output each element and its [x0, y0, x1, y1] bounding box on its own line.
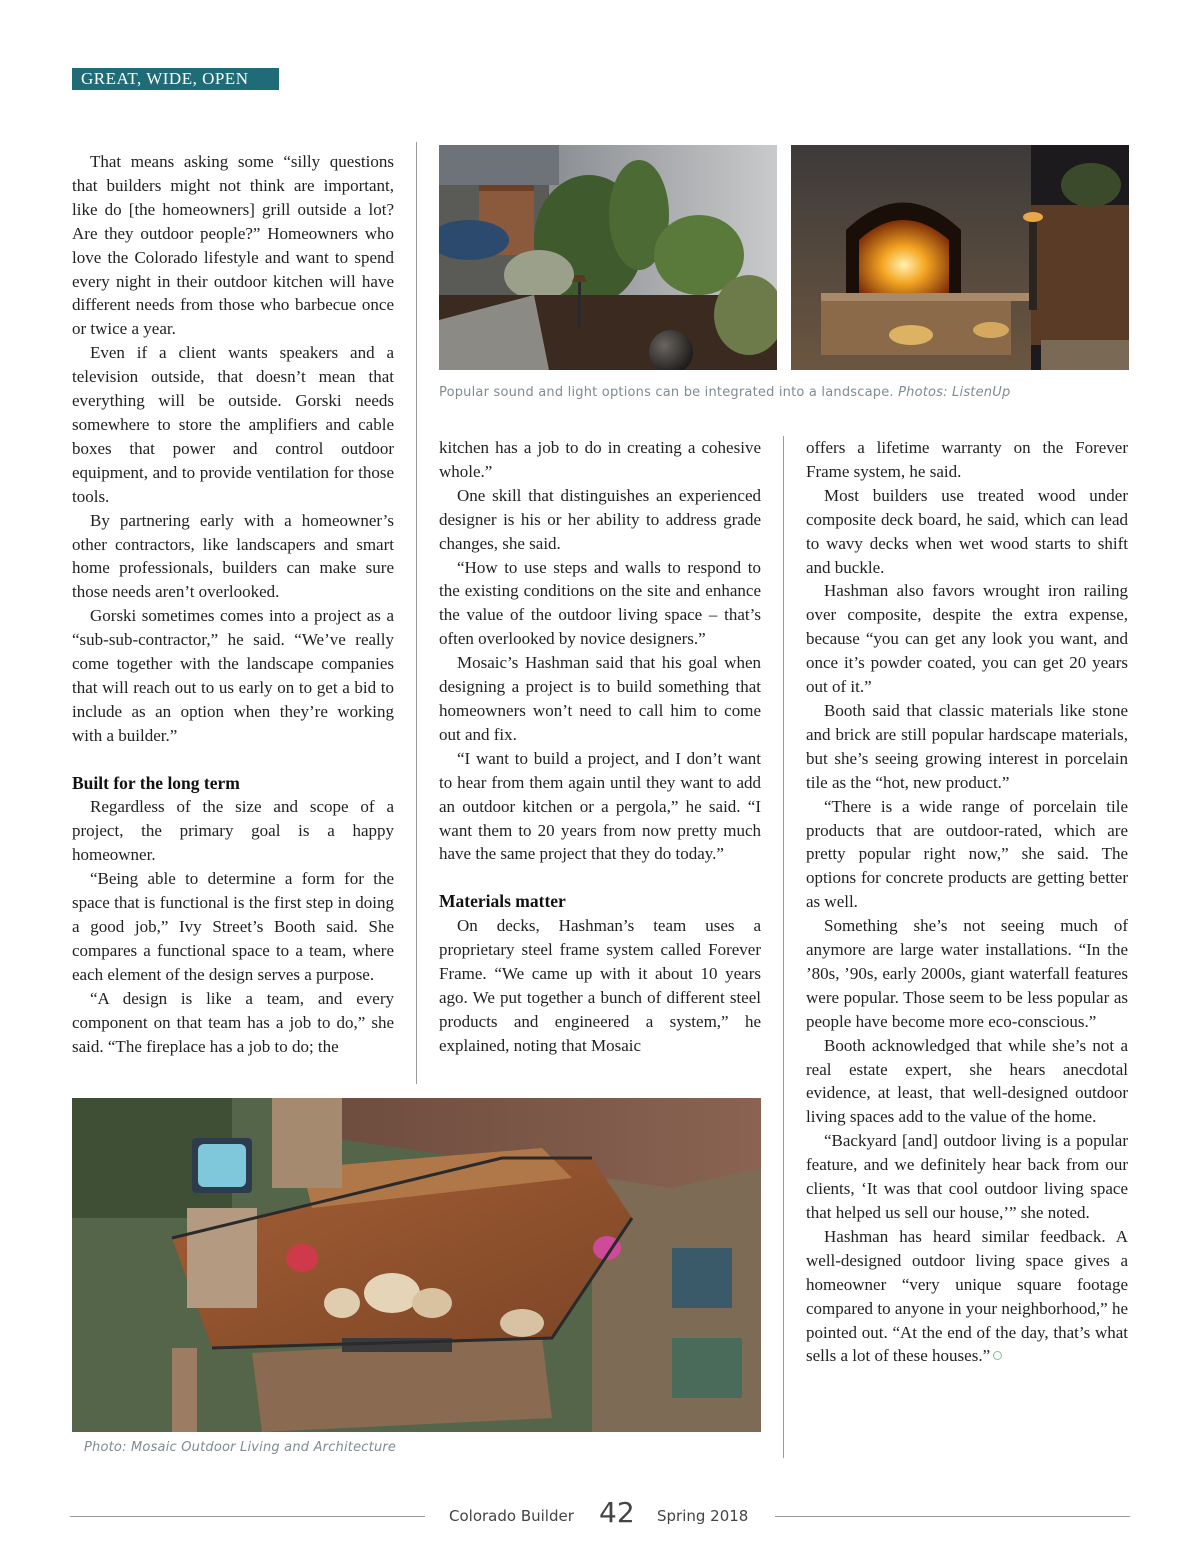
column-divider-2 — [783, 436, 784, 1458]
paragraph-text: Gorski sometimes comes into a project as a “sub-sub-contractor,” he said. “We’ve really come together with the landscape companies that will reach out to us early on to get a bid to include as an option when they’re working with a builder.” — [72, 606, 394, 745]
paragraph-text: “How to use steps and walls to respond to the existing conditions on the site and enhance the value of the outdoor living space – that’s often overlooked by novice designers.” — [439, 557, 761, 649]
article-paragraph — [439, 484, 761, 556]
section-heading — [72, 772, 394, 796]
article-paragraph — [72, 795, 394, 867]
article-paragraph — [806, 1225, 1128, 1368]
paragraph-text: Even if a client wants speakers and a television outside, that doesn’t mean that everything will be outside. Gorski needs somewhere to store the amplifiers and cable boxes that power and control outdoor equipment, and to provide ventilation for those tools. — [72, 343, 394, 506]
paragraph-text: offers a lifetime warranty on the Forever Frame system, he said. — [806, 438, 1128, 481]
paragraph-text: By partnering early with a homeowner’s other contractors, like landscapers and smart home professionals, builders can make sure those needs aren’t overlooked. — [72, 510, 394, 602]
article-paragraph — [72, 604, 394, 747]
landscape-speaker-photo — [439, 145, 777, 370]
article-paragraph — [72, 867, 394, 987]
page-number: 42 — [599, 1496, 635, 1529]
paragraph-text: That means asking some “silly questions that builders might not think are important, like do [the homeowners] grill outside a lot? Are they outdoor people?” Homeowners who love the Colorado lifestyle and want to spend every night in their outdoor kitchen will have different needs from those who barbecue once or twice a year. — [72, 152, 394, 339]
paragraph-text: Something she’s not seeing much of anymore are large water installations. “In the ’80s, ’90s, early 2000s, giant waterfall features were popular. Those seem to be less popular as people have become more eco-conscious.” — [806, 916, 1128, 1031]
paragraph-text: “There is a wide range of porcelain tile products that are outdoor-rated, which are pretty popular right now,” she said. The options for concrete products are getting better as well. — [806, 796, 1128, 912]
fireplace-photo — [791, 145, 1129, 370]
article-paragraph — [72, 341, 394, 508]
bottom-caption-credit: Photo: Mosaic Outdoor Living and Architecture — [84, 1440, 397, 1455]
paragraph-text: Hashman has heard similar feedback. A well-designed outdoor living space gives a homeowner “very unique square footage compared to anyone in your neighborhood,” he pointed out. “At the end of the day, that’s what sells a lot of these houses.” — [806, 1226, 1128, 1366]
footer-issue: Spring 2018 — [657, 1507, 749, 1525]
section-heading — [439, 890, 761, 914]
paragraph-text: Most builders use treated wood under composite deck board, he said, which can lead to wavy decks when wet wood starts to shift and buckle. — [806, 485, 1128, 577]
paragraph-text: One skill that distinguishes an experienced designer is his or her ability to address grade changes, she said. — [439, 485, 761, 553]
section-label: GREAT, WIDE, OPEN — [72, 68, 279, 90]
paragraph-text: kitchen has a job to do in creating a cohesive whole.” — [439, 438, 761, 481]
article-paragraph — [806, 436, 1128, 484]
article-paragraph — [439, 651, 761, 747]
article-paragraph — [806, 699, 1128, 795]
paragraph-text: Hashman also favors wrought iron railing over composite, despite the extra expense, because “you can get any look you want, and once it’s powder coated, you can get 20 years out of it.” — [806, 581, 1128, 697]
bottom-photo-caption — [84, 1440, 396, 1455]
column-divider-1 — [416, 142, 417, 1084]
article-paragraph — [806, 795, 1128, 915]
article-paragraph — [72, 509, 394, 605]
paragraph-text: “I want to build a project, and I don’t want to hear from them again until they want to add an outdoor kitchen or a pergola,” he said. “I want them to 20 years from now pretty much have the same project that they do today.” — [439, 748, 761, 864]
article-paragraph — [439, 556, 761, 652]
footer-publication: Colorado Builder — [449, 1507, 574, 1525]
article-column-1 — [72, 150, 394, 1058]
article-paragraph — [806, 579, 1128, 699]
top-photo-caption — [439, 385, 1010, 400]
paragraph-text: Built for the long term — [72, 772, 240, 793]
article-paragraph — [806, 1129, 1128, 1225]
paragraph-text: “Being able to determine a form for the space that is functional is the first step in doing a good job,” Ivy Street’s Booth said. She compares a functional space to a team, where each element of the design serves a purpose. — [72, 869, 394, 984]
article-paragraph — [439, 436, 761, 484]
paragraph-text: “Backyard [and] outdoor living is a popular feature, and we definitely hear back from our clients, ‘It was that cool outdoor living space that helped us sell our house,’” she noted. — [806, 1131, 1128, 1222]
article-paragraph — [806, 484, 1128, 580]
article-column-3 — [806, 436, 1128, 1368]
paragraph-text: Booth said that classic materials like stone and brick are still popular hardscape materials, but she’s seeing growing interest in porcelain tile as the “hot, new product.” — [806, 700, 1128, 792]
article-paragraph — [72, 987, 394, 1059]
article-paragraph — [439, 914, 761, 1057]
article-paragraph — [72, 150, 394, 341]
article-paragraph — [806, 1034, 1128, 1130]
article-paragraph — [806, 914, 1128, 1034]
paragraph-text: Booth acknowledged that while she’s not a real estate expert, she hears anecdotal evidence, at least, that well-designed outdoor living spaces add to the value of the home. — [806, 1035, 1128, 1127]
paragraph-text: On decks, Hashman’s team uses a proprietary steel frame system called Forever Frame. “We came up with it about 10 years ago. We put together a bunch of different steel products and engineered a system,” he explained, noting that Mosaic — [439, 916, 761, 1055]
article-column-2 — [439, 436, 761, 1058]
paragraph-text: Mosaic’s Hashman said that his goal when designing a project is to build something that homeowners won’t need to call him to come out and fix. — [439, 653, 761, 744]
end-of-article-icon — [993, 1351, 1002, 1360]
paragraph-text: Regardless of the size and scope of a project, the primary goal is a happy homeowner. — [72, 797, 394, 865]
footer-rule-left — [70, 1516, 425, 1517]
article-paragraph — [439, 747, 761, 867]
aerial-deck-photo — [72, 1098, 761, 1432]
top-caption-credit: Photos: ListenUp — [898, 385, 1011, 400]
footer-rule-right — [775, 1516, 1130, 1517]
paragraph-text: “A design is like a team, and every component on that team has a job to do,” she said. “The fireplace has a job to do; the — [72, 988, 394, 1056]
top-caption-text: Popular sound and light options can be integrated into a landscape. — [439, 385, 894, 400]
paragraph-text: Materials matter — [439, 891, 566, 912]
